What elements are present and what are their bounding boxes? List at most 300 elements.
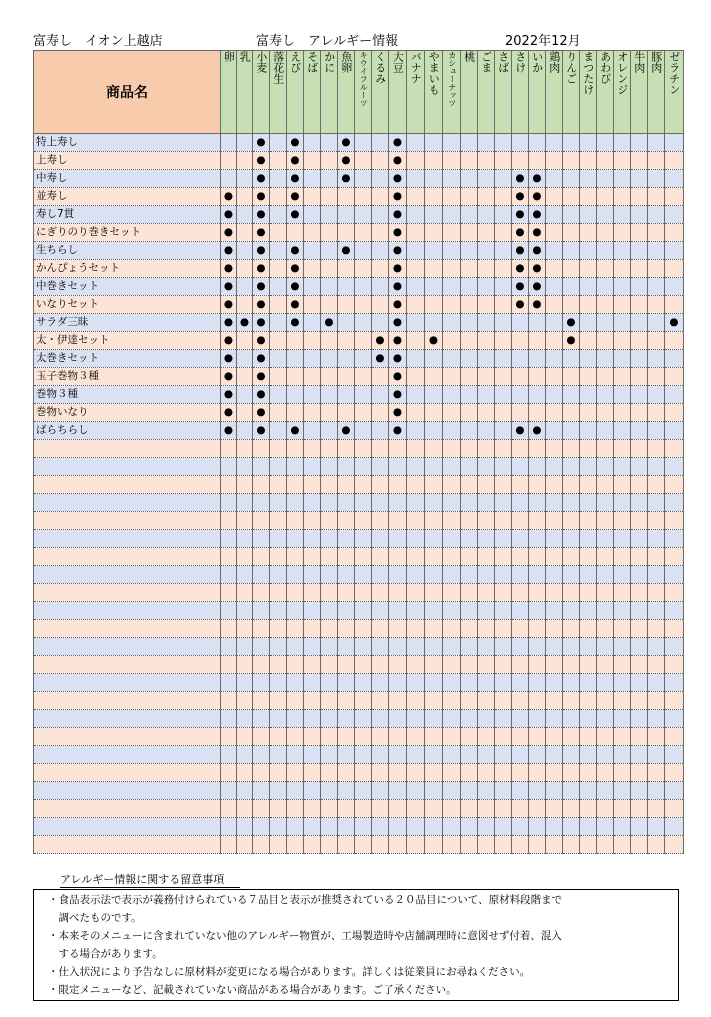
allergen-cell: ● (389, 188, 407, 206)
allergen-cell (563, 782, 580, 800)
allergen-cell (495, 638, 512, 656)
table-row (34, 170, 684, 188)
allergen-cell (321, 422, 338, 440)
allergen-cell (631, 638, 648, 656)
allergen-cell (425, 242, 443, 260)
allergen-cell (665, 332, 684, 350)
allergen-cell (237, 440, 253, 458)
note-line: ・本来そのメニューに含まれていない他のアレルギー物質が、工場製造時や店舗調理時に意図せず付着、混入 (48, 930, 562, 942)
allergen-cell (372, 206, 389, 224)
allergen-cell (597, 818, 614, 836)
allergen-cell (461, 692, 478, 710)
allergen-cell: ● (221, 422, 237, 440)
allergen-cell (270, 242, 287, 260)
allergen-cell (563, 152, 580, 170)
allergen-cell (372, 368, 389, 386)
allergen-cell (563, 368, 580, 386)
allergen-cell (425, 836, 443, 854)
allergen-cell (461, 242, 478, 260)
allergen-cell (665, 656, 684, 674)
allergen-cell (355, 494, 372, 512)
allergen-label: オレンジ (615, 51, 629, 95)
allergen-cell (304, 206, 321, 224)
allergen-cell (287, 566, 304, 584)
allergen-cell (407, 260, 425, 278)
allergen-cell (512, 152, 529, 170)
allergen-cell (270, 656, 287, 674)
allergen-cell (425, 800, 443, 818)
product-name (34, 440, 221, 458)
allergen-cell (546, 170, 563, 188)
allergen-cell (546, 314, 563, 332)
allergen-cell (665, 386, 684, 404)
allergen-cell (614, 440, 631, 458)
allergen-cell (321, 782, 338, 800)
allergen-cell (237, 476, 253, 494)
allergen-cell (304, 224, 321, 242)
allergen-cell (237, 746, 253, 764)
allergen-cell (580, 386, 597, 404)
allergen-cell (304, 476, 321, 494)
table-row (34, 602, 684, 620)
allergen-cell: ● (372, 332, 389, 350)
allergen-cell (237, 224, 253, 242)
allergen-cell (461, 188, 478, 206)
product-name (34, 638, 221, 656)
allergen-cell (270, 314, 287, 332)
allergen-cell (270, 476, 287, 494)
allergen-cell (546, 458, 563, 476)
allergen-cell (355, 188, 372, 206)
allergen-cell (478, 800, 495, 818)
allergen-cell (270, 422, 287, 440)
allergen-cell (461, 134, 478, 152)
table-row (34, 692, 684, 710)
allergen-cell (304, 170, 321, 188)
allergen-cell (304, 746, 321, 764)
allergen-cell (355, 242, 372, 260)
allergen-header-17 (512, 51, 529, 134)
product-name: 玉子巻物３種 (34, 368, 221, 386)
table-row (34, 476, 684, 494)
allergen-label: カシューナッツ (447, 51, 457, 107)
allergen-cell: ● (253, 386, 270, 404)
allergen-header-8 (355, 51, 372, 134)
allergen-cell (546, 476, 563, 494)
allergen-cell (665, 836, 684, 854)
allergen-cell (580, 638, 597, 656)
allergen-cell (321, 296, 338, 314)
table-row (34, 548, 684, 566)
allergen-cell (372, 800, 389, 818)
table-row (34, 422, 684, 440)
allergen-cell (665, 458, 684, 476)
allergen-cell (338, 332, 355, 350)
allergen-cell (580, 170, 597, 188)
allergen-cell (614, 170, 631, 188)
allergen-cell: ● (389, 134, 407, 152)
allergen-cell (253, 566, 270, 584)
allergen-cell (495, 728, 512, 746)
allergen-label: 桃 (462, 51, 476, 62)
allergen-cell (665, 494, 684, 512)
allergen-cell (580, 566, 597, 584)
allergen-cell (270, 746, 287, 764)
allergen-cell (221, 566, 237, 584)
table-row (34, 530, 684, 548)
allergen-cell (648, 782, 665, 800)
allergen-cell (304, 494, 321, 512)
allergen-cell (546, 692, 563, 710)
allergen-cell (546, 188, 563, 206)
allergen-cell (287, 692, 304, 710)
allergen-cell (495, 710, 512, 728)
allergen-cell (287, 332, 304, 350)
allergen-cell (221, 638, 237, 656)
allergen-cell (270, 674, 287, 692)
allergen-cell (478, 134, 495, 152)
allergen-cell (563, 242, 580, 260)
allergen-cell (355, 386, 372, 404)
allergen-cell (631, 206, 648, 224)
allergen-cell (287, 584, 304, 602)
allergen-cell (631, 368, 648, 386)
allergen-cell (529, 728, 546, 746)
allergen-cell (631, 782, 648, 800)
allergen-cell (478, 584, 495, 602)
allergen-cell (221, 746, 237, 764)
allergen-cell (563, 476, 580, 494)
allergen-cell (338, 188, 355, 206)
allergen-cell (665, 620, 684, 638)
allergen-cell (270, 332, 287, 350)
allergen-cell (270, 602, 287, 620)
allergen-header-22 (597, 51, 614, 134)
allergen-cell (580, 836, 597, 854)
allergen-cell (304, 782, 321, 800)
allergen-cell (495, 440, 512, 458)
allergen-cell (631, 332, 648, 350)
allergen-cell (648, 638, 665, 656)
allergen-cell (443, 386, 461, 404)
allergen-cell (631, 224, 648, 242)
allergen-cell (614, 476, 631, 494)
allergen-cell (372, 260, 389, 278)
allergen-cell (443, 710, 461, 728)
allergen-cell (237, 404, 253, 422)
allergen-cell (478, 368, 495, 386)
table-row (34, 674, 684, 692)
allergen-cell (253, 494, 270, 512)
allergen-cell (597, 314, 614, 332)
allergen-cell (355, 692, 372, 710)
product-name (34, 602, 221, 620)
allergen-cell (407, 566, 425, 584)
allergen-cell (648, 332, 665, 350)
allergen-cell (512, 674, 529, 692)
allergen-cell (443, 296, 461, 314)
allergen-cell (512, 818, 529, 836)
table-row (34, 206, 684, 224)
allergen-cell: ● (389, 152, 407, 170)
allergen-cell: ● (529, 296, 546, 314)
allergen-cell (580, 422, 597, 440)
allergen-cell (355, 206, 372, 224)
allergen-cell (665, 206, 684, 224)
allergen-cell: ● (221, 260, 237, 278)
allergen-cell (237, 548, 253, 566)
table-row (34, 638, 684, 656)
allergen-cell (287, 710, 304, 728)
allergen-cell (597, 224, 614, 242)
allergen-cell (580, 530, 597, 548)
allergen-cell (237, 242, 253, 260)
allergen-cell (253, 602, 270, 620)
allergen-cell (546, 800, 563, 818)
allergen-cell (461, 566, 478, 584)
allergen-cell (237, 692, 253, 710)
allergen-cell (443, 314, 461, 332)
allergen-cell (648, 692, 665, 710)
document-date: 2022年12月 (505, 34, 581, 49)
product-name (34, 584, 221, 602)
allergen-cell (597, 764, 614, 782)
allergen-cell (287, 836, 304, 854)
allergen-cell (563, 656, 580, 674)
allergen-cell (355, 152, 372, 170)
allergen-cell (372, 476, 389, 494)
allergen-cell (304, 674, 321, 692)
allergen-cell (355, 602, 372, 620)
allergen-cell (648, 296, 665, 314)
allergen-cell (512, 512, 529, 530)
allergen-cell (478, 296, 495, 314)
allergen-cell (221, 458, 237, 476)
allergen-cell (338, 602, 355, 620)
note-line: 調べたものです。 (48, 912, 142, 924)
allergen-cell (443, 350, 461, 368)
allergen-cell (389, 494, 407, 512)
allergen-cell (495, 764, 512, 782)
table-row (34, 584, 684, 602)
allergen-cell (372, 458, 389, 476)
allergen-cell (355, 674, 372, 692)
allergen-cell (546, 386, 563, 404)
allergen-cell (270, 458, 287, 476)
allergen-cell (237, 134, 253, 152)
product-name (34, 800, 221, 818)
allergen-cell (338, 206, 355, 224)
allergen-cell (443, 494, 461, 512)
allergen-cell (580, 620, 597, 638)
allergen-cell (287, 746, 304, 764)
allergen-cell: ● (287, 134, 304, 152)
allergen-cell (614, 224, 631, 242)
allergen-cell (461, 494, 478, 512)
allergen-cell (221, 782, 237, 800)
table-row (34, 494, 684, 512)
allergen-cell (407, 476, 425, 494)
allergen-cell (580, 728, 597, 746)
allergen-cell (407, 710, 425, 728)
allergen-cell: ● (287, 278, 304, 296)
allergen-cell (338, 548, 355, 566)
allergen-cell (529, 350, 546, 368)
table-row (34, 404, 684, 422)
allergen-cell (648, 530, 665, 548)
allergen-cell (355, 422, 372, 440)
allergen-cell (529, 782, 546, 800)
table-row (34, 314, 684, 332)
note-line: ・限定メニューなど、記載されていない商品がある場合があります。ご了承ください。 (48, 984, 457, 996)
product-name (34, 494, 221, 512)
allergen-cell (355, 314, 372, 332)
allergen-cell (407, 782, 425, 800)
allergen-cell (529, 134, 546, 152)
allergen-cell (648, 548, 665, 566)
allergen-cell (495, 692, 512, 710)
allergen-cell: ● (372, 350, 389, 368)
allergen-cell (338, 800, 355, 818)
product-name (34, 512, 221, 530)
allergen-label: バナナ (409, 51, 423, 84)
allergen-cell (580, 224, 597, 242)
product-name (34, 782, 221, 800)
allergen-cell (580, 710, 597, 728)
allergen-cell (355, 530, 372, 548)
allergen-cell (355, 764, 372, 782)
allergen-cell (546, 602, 563, 620)
store-name: 富寿し イオン上越店 (33, 34, 163, 49)
allergen-cell (270, 224, 287, 242)
allergen-cell (597, 332, 614, 350)
allergen-cell (253, 530, 270, 548)
allergen-cell (546, 350, 563, 368)
allergen-cell (321, 584, 338, 602)
allergen-cell (443, 404, 461, 422)
allergen-cell (495, 242, 512, 260)
table-body (34, 134, 684, 854)
allergen-cell (407, 548, 425, 566)
allergen-cell (407, 350, 425, 368)
allergen-cell (425, 710, 443, 728)
allergen-cell (321, 638, 338, 656)
allergen-cell (461, 836, 478, 854)
allergen-cell (389, 602, 407, 620)
allergen-cell (631, 440, 648, 458)
allergen-cell (597, 278, 614, 296)
allergen-cell (407, 440, 425, 458)
allergen-cell: ● (287, 422, 304, 440)
allergen-cell (407, 404, 425, 422)
allergen-cell (546, 260, 563, 278)
allergen-cell (389, 476, 407, 494)
allergen-cell (478, 458, 495, 476)
allergen-cell (580, 764, 597, 782)
allergen-cell (648, 386, 665, 404)
allergen-cell (529, 512, 546, 530)
allergen-cell (443, 836, 461, 854)
allergen-cell: ● (512, 170, 529, 188)
allergen-cell (614, 584, 631, 602)
allergen-cell (321, 710, 338, 728)
allergen-cell (597, 404, 614, 422)
allergen-cell: ● (529, 170, 546, 188)
allergen-cell (597, 728, 614, 746)
allergen-cell (443, 728, 461, 746)
product-name (34, 764, 221, 782)
allergen-cell (338, 278, 355, 296)
allergen-cell (270, 386, 287, 404)
allergen-cell (665, 152, 684, 170)
allergen-cell (237, 350, 253, 368)
allergen-cell (338, 692, 355, 710)
allergen-cell (580, 314, 597, 332)
allergen-cell (614, 638, 631, 656)
allergen-cell (478, 170, 495, 188)
allergen-cell (597, 494, 614, 512)
table-row (34, 764, 684, 782)
allergen-cell (304, 710, 321, 728)
allergen-cell (355, 800, 372, 818)
allergen-cell (546, 674, 563, 692)
allergen-cell (221, 728, 237, 746)
allergen-cell (461, 674, 478, 692)
allergen-cell (461, 710, 478, 728)
allergen-cell (407, 674, 425, 692)
allergen-cell: ● (253, 404, 270, 422)
allergen-cell (461, 764, 478, 782)
allergen-cell (270, 782, 287, 800)
allergen-cell (665, 800, 684, 818)
allergen-cell (495, 260, 512, 278)
product-name: 特上寿し (34, 134, 221, 152)
allergen-cell (355, 368, 372, 386)
allergen-cell (270, 620, 287, 638)
allergen-cell: ● (389, 224, 407, 242)
allergen-header-19 (546, 51, 563, 134)
allergen-cell (425, 584, 443, 602)
allergen-cell (443, 764, 461, 782)
product-name (34, 530, 221, 548)
allergen-cell (287, 620, 304, 638)
allergen-cell (546, 134, 563, 152)
allergen-cell (443, 566, 461, 584)
allergen-cell (321, 836, 338, 854)
allergen-cell (321, 656, 338, 674)
allergen-cell (443, 152, 461, 170)
allergen-cell (563, 620, 580, 638)
allergen-cell (512, 368, 529, 386)
allergen-cell (443, 134, 461, 152)
allergen-cell (321, 566, 338, 584)
allergen-cell: ● (253, 242, 270, 260)
allergen-cell (389, 674, 407, 692)
allergen-cell (597, 476, 614, 494)
allergen-cell (425, 602, 443, 620)
allergen-cell (631, 134, 648, 152)
allergen-cell (407, 134, 425, 152)
allergen-label: さば (496, 51, 510, 73)
allergen-cell (425, 170, 443, 188)
allergen-cell (237, 512, 253, 530)
allergen-cell (425, 728, 443, 746)
allergen-cell (495, 746, 512, 764)
allergen-cell (648, 242, 665, 260)
allergen-cell (529, 836, 546, 854)
allergen-cell (546, 710, 563, 728)
allergen-cell (321, 152, 338, 170)
